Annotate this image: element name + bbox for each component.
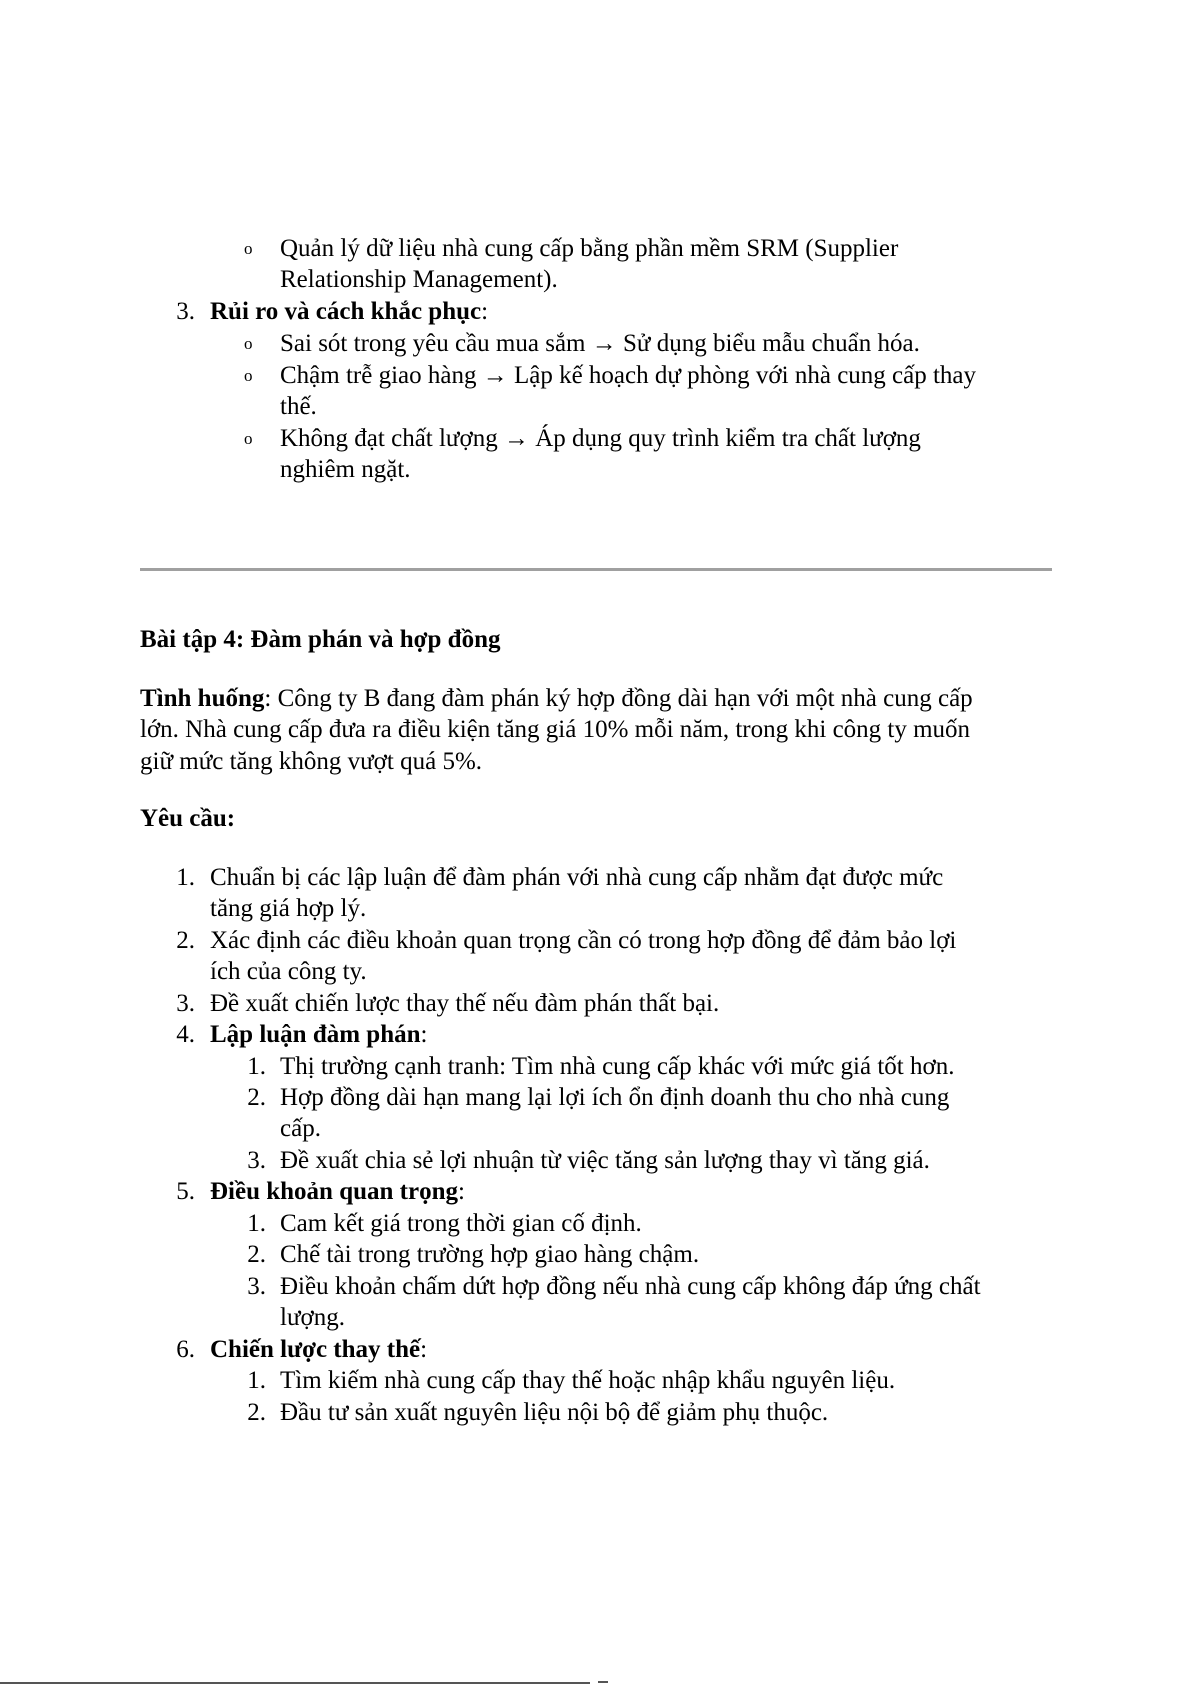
situation-line2: lớn. Nhà cung cấp đưa ra điều kiện tăng giá 10% mỗi năm, trong khi công ty muốn (140, 716, 971, 743)
situation-text: : Công ty B đang đàm phán ký hợp đồng dài hạn với một nhà cung cấp (264, 685, 973, 712)
list-number: 4. (176, 1021, 195, 1048)
key-clauses-colon: : (458, 1178, 465, 1205)
section-divider (140, 568, 1052, 571)
list-number: 1. (247, 1367, 266, 1394)
list-number: 1. (176, 864, 195, 891)
situation-line3: giữ mức tăng không vượt quá 5%. (140, 748, 483, 775)
alternative-2: Đầu tư sản xuất nguyên liệu nội bộ để giảm phụ thuộc. (280, 1399, 829, 1426)
risk-item-3-line1: Không đạt chất lượng → Áp dụng quy trình kiểm tra chất lượng (280, 425, 921, 452)
risk-item-1: Sai sót trong yêu cầu mua sắm → Sử dụng biểu mẫu chuẩn hóa. (280, 330, 920, 357)
list-bullet: o (244, 429, 253, 448)
argument-2-line2: cấp. (280, 1115, 321, 1142)
situation-line1 (140, 683, 973, 714)
list-bullet: o (244, 334, 253, 353)
clause-1: Cam kết giá trong thời gian cố định. (280, 1210, 642, 1237)
risk-item-3-line2: nghiêm ngặt. (280, 456, 411, 483)
list-number: 2. (247, 1241, 266, 1268)
requirement-2-line2: ích của công ty. (210, 958, 367, 985)
risks-colon: : (481, 298, 489, 325)
list-bullet: o (244, 366, 253, 385)
requirement-2-line1: Xác định các điều khoản quan trọng cần có trong hợp đồng để đảm bảo lợi (210, 927, 957, 954)
alternative-strategy-label: Chiến lược thay thế (210, 1336, 421, 1363)
risk-item-2-line2: thế. (280, 393, 317, 420)
argument-3: Đề xuất chia sẻ lợi nhuận từ việc tăng sản lượng thay vì tăng giá. (280, 1147, 930, 1174)
list-number: 2. (176, 927, 195, 954)
list-number: 3. (247, 1273, 266, 1300)
requirements-heading: Yêu cầu: (140, 805, 236, 832)
negotiation-arguments-colon: : (420, 1021, 428, 1048)
argument-2-line1: Hợp đồng dài hạn mang lại lợi ích ổn định doanh thu cho nhà cung (280, 1084, 950, 1111)
page-footer-rule (0, 1682, 590, 1684)
page-footer-mark (598, 1681, 608, 1683)
list-number: 6. (176, 1336, 195, 1363)
list-number: 5. (176, 1178, 195, 1205)
list-number: 1. (247, 1210, 266, 1237)
risk-item-2-line1: Chậm trễ giao hàng → Lập kế hoạch dự phòng với nhà cung cấp thay (280, 362, 977, 389)
clause-3-line1: Điều khoản chấm dứt hợp đồng nếu nhà cung cấp không đáp ứng chất (280, 1273, 981, 1300)
list-number: 3. (176, 990, 195, 1017)
alternative-strategy-colon: : (420, 1336, 428, 1363)
situation-label: Tình huống (140, 685, 265, 712)
negotiation-arguments-heading (210, 1019, 427, 1050)
list-item-srm-line1: Quản lý dữ liệu nhà cung cấp bằng phần mềm SRM (Supplier (280, 235, 899, 262)
list-item-risks (210, 296, 488, 327)
list-number: 2. (247, 1399, 266, 1426)
list-item-srm-line2: Relationship Management). (280, 266, 558, 293)
alternative-strategy-heading (210, 1334, 427, 1365)
clause-2: Chế tài trong trường hợp giao hàng chậm. (280, 1241, 700, 1268)
negotiation-arguments-label: Lập luận đàm phán (210, 1021, 421, 1048)
argument-1: Thị trường cạnh tranh: Tìm nhà cung cấp khác với mức giá tốt hơn. (280, 1053, 955, 1080)
clause-3-line2: lượng. (280, 1304, 345, 1331)
requirement-1-line2: tăng giá hợp lý. (210, 895, 367, 922)
list-bullet: o (244, 239, 253, 258)
requirement-3: Đề xuất chiến lược thay thế nếu đàm phán thất bại. (210, 990, 720, 1017)
list-number: 2. (247, 1084, 266, 1111)
alternative-1: Tìm kiếm nhà cung cấp thay thế hoặc nhập khẩu nguyên liệu. (280, 1367, 896, 1394)
list-number: 3. (176, 298, 195, 325)
key-clauses-label: Điều khoản quan trọng (210, 1178, 458, 1205)
list-number: 3. (247, 1147, 266, 1174)
requirement-1-line1: Chuẩn bị các lập luận để đàm phán với nhà cung cấp nhằm đạt được mức (210, 864, 944, 891)
exercise-title: Bài tập 4: Đàm phán và hợp đồng (140, 626, 501, 653)
list-number: 1. (247, 1053, 266, 1080)
risks-heading: Rủi ro và cách khắc phục (210, 298, 482, 325)
key-clauses-heading (210, 1176, 465, 1207)
